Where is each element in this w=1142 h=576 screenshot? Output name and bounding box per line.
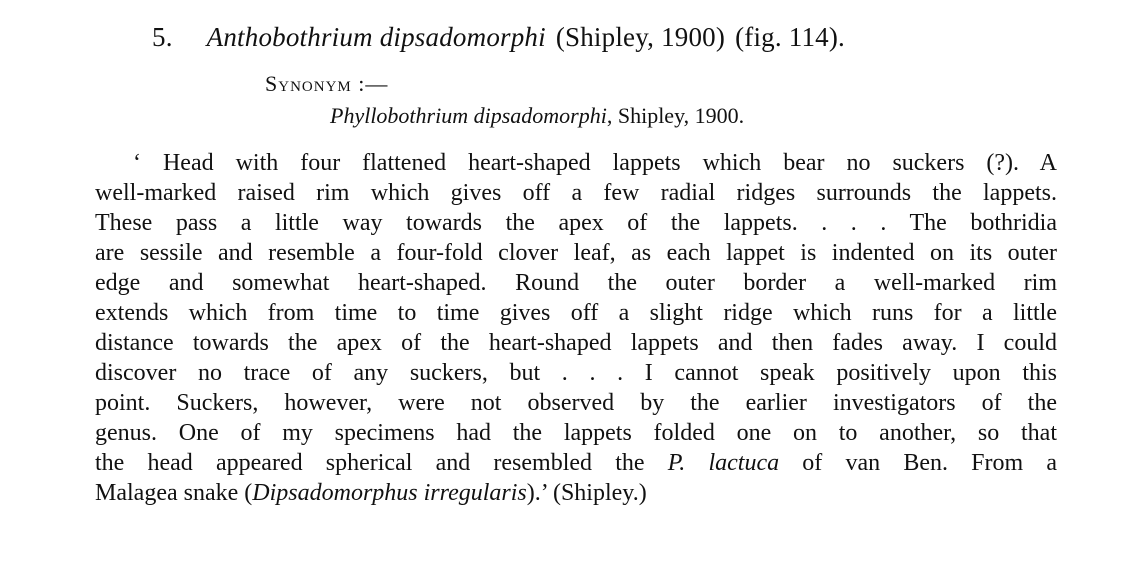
body-line-11 (95, 448, 1057, 478)
host-species-name: Dipsadomorphus irregularis (252, 480, 527, 506)
body-line-11-start: the head appeared spherical and resembled the (95, 450, 668, 476)
species-reference-p-lactuca: P. lactuca (667, 450, 780, 476)
species-heading (152, 20, 845, 54)
body-line-12-start: Malagea snake ( (95, 480, 253, 506)
species-authority: (Shipley, 1900) (555, 22, 726, 52)
synonym-entry (330, 101, 744, 131)
body-line-2: well-marked raised rim which gives off a few radial ridges surrounds the lappets. (95, 180, 1057, 206)
body-line-12 (95, 478, 1057, 508)
body-line-7: distance towards the apex of the heart-shaped lappets and then fades away. I could (95, 330, 1057, 356)
section-number: 5. (152, 22, 173, 52)
body-line-12-end: ).’ (Shipley.) (526, 480, 647, 506)
species-name: Anthobothrium dipsadomorphi (206, 22, 546, 52)
body-line-9: point. Suckers, however, were not observed by the earlier investigators of the (95, 390, 1057, 416)
body-line-3: These pass a little way towards the apex of the lappets. . . . The bothridia (95, 210, 1057, 236)
figure-reference: (fig. 114). (735, 22, 845, 52)
body-line-5: edge and somewhat heart-shaped. Round the outer border a well-marked rim (95, 270, 1057, 296)
body-line-11-end: of van Ben. From a (779, 450, 1057, 476)
synonym-species: Phyllobothrium dipsadomorphi (330, 103, 607, 128)
body-line-4: are sessile and resemble a four-fold clover leaf, as each lappet is indented on its outer (95, 240, 1057, 266)
body-line-1: ‘ Head with four flattened heart-shaped lappets which bear no suckers (?). A (133, 150, 1057, 176)
body-line-10: genus. One of my specimens had the lappets folded one on to another, so that (95, 420, 1057, 446)
quoted-description (95, 148, 1057, 508)
synonym-authority: , Shipley, 1900. (606, 103, 745, 128)
body-line-6: extends which from time to time gives off a slight ridge which runs for a little (95, 300, 1057, 326)
body-line-8: discover no trace of any suckers, but . . . I cannot speak positively upon this (95, 360, 1057, 386)
synonym-label: Synonym :— (265, 71, 389, 96)
